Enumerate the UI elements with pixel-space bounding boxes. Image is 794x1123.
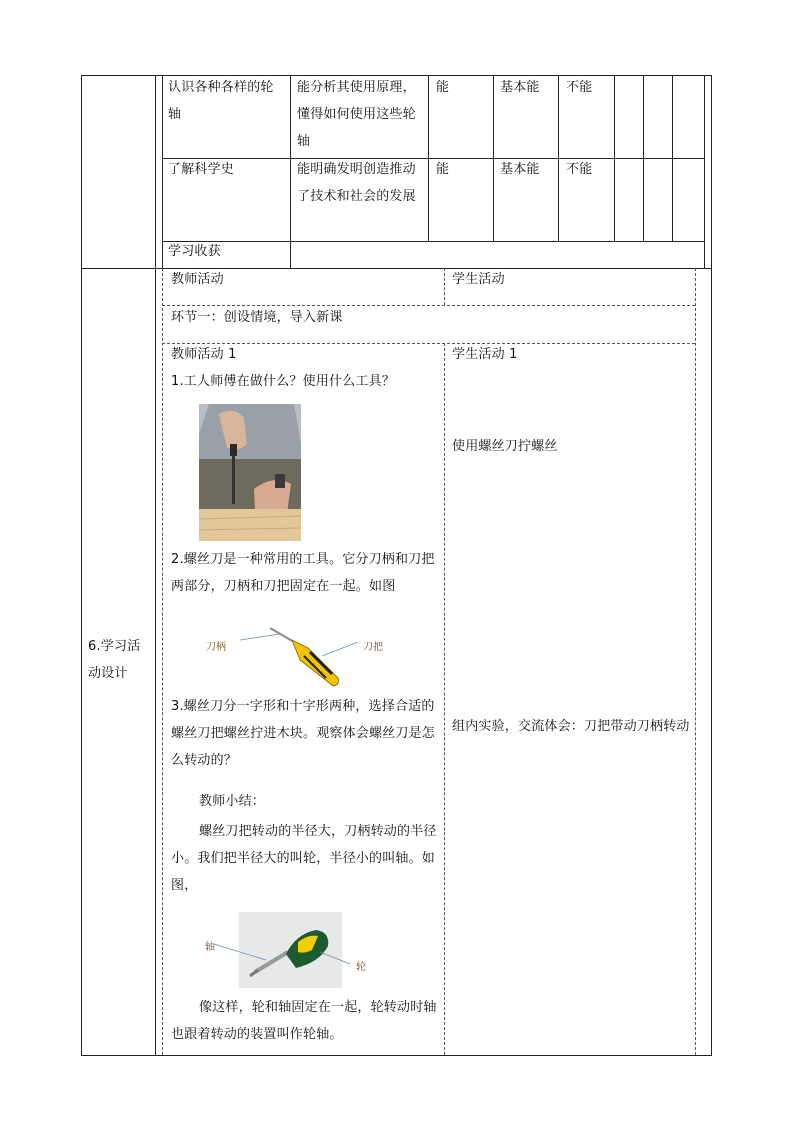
summary-paragraph-1: 螺丝刀把转动的半径大，刀柄转动的半径小。我们把半径大的叫轮，半径小的叫轴。如图， xyxy=(171,824,437,893)
eval-level-can-1: 能 xyxy=(436,80,450,95)
eval-goal-1: 认识各种各样的轮轴 xyxy=(168,80,274,122)
wheel-label: 轮 xyxy=(356,962,366,973)
wheel-axle-image xyxy=(200,912,375,990)
stage-one-title: 环节一：创设情境，导入新课 xyxy=(171,310,343,325)
eval-level-basic-1: 基本能 xyxy=(500,80,540,95)
question-2: 2.螺丝刀是一种常用的工具。它分刀柄和刀把两部分，刀柄和刀把固定在一起。如图 xyxy=(171,552,435,594)
eval-criteria-1: 能分析其使用原理，懂得如何使用这些轮轴 xyxy=(297,80,416,149)
screwdriver-diagram xyxy=(200,612,400,692)
wheel-axle-diagram xyxy=(200,912,375,990)
student-activity-header: 学生活动 xyxy=(452,272,505,287)
teacher-activity-header: 教师活动 xyxy=(171,272,224,287)
section-label: 6.学习活动设计 xyxy=(88,639,141,681)
summary-paragraph-2: 像这样，轮和轴固定在一起，轮转动时轴也跟着转动的装置叫作轮轴。 xyxy=(171,1000,437,1042)
worker-screwdriver-image xyxy=(199,404,301,541)
learning-gain-label: 学习收获 xyxy=(168,244,221,259)
eval-level-basic-2: 基本能 xyxy=(500,162,540,177)
shaft-label: 刀柄 xyxy=(206,642,226,653)
question-3: 3.螺丝刀分一字形和十字形两种，选择合适的螺丝刀把螺丝拧进木块。观察体会螺丝刀是怎么转动的？ xyxy=(171,699,436,768)
handle-label: 刀把 xyxy=(363,642,383,653)
question-1: 1.工人师傅在做什么？使用什么工具？ xyxy=(171,374,396,389)
axle-label: 轴 xyxy=(205,942,215,953)
student-activity-1-title: 学生活动 1 xyxy=(452,347,518,362)
student-answer-2: 组内实验，交流体会：刀把带动刀柄转动 xyxy=(452,719,690,734)
eval-goal-2: 了解科学史 xyxy=(168,162,235,177)
eval-level-can-2: 能 xyxy=(436,162,450,177)
eval-level-cannot-2: 不能 xyxy=(566,162,593,177)
worker-screwdriver-photo xyxy=(199,404,301,541)
student-answer-1: 使用螺丝刀拧螺丝 xyxy=(452,439,558,454)
teacher-activity-1-title: 教师活动 1 xyxy=(171,347,237,362)
eval-level-cannot-1: 不能 xyxy=(566,80,593,95)
eval-criteria-2: 能明确发明创造推动了技术和社会的发展 xyxy=(297,162,416,204)
summary-title: 教师小结： xyxy=(199,794,266,809)
